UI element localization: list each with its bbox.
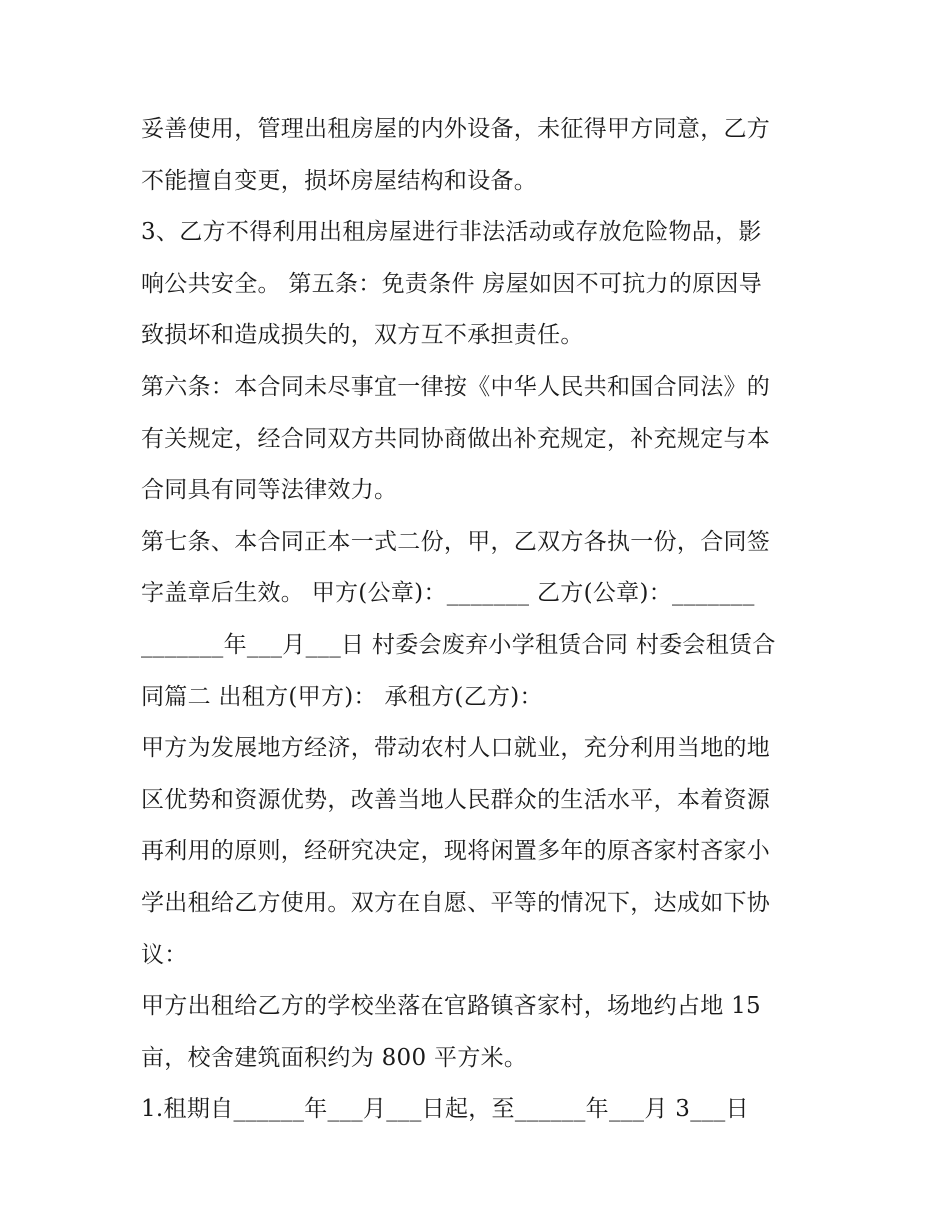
text-line: 甲方为发展地方经济，带动农村人口就业，充分利用当地的地: [141, 735, 771, 762]
text-line: 第七条、本合同正本一式二份，甲，乙双方各执一份，合同签: [141, 528, 771, 555]
text-line: 第六条：本合同未尽事宜一律按《中华人民共和国合同法》的: [141, 373, 771, 400]
text-line: 议：: [141, 941, 188, 968]
contract-body-text: [141, 104, 821, 1136]
text-line: _______年___月___日 村委会废弃小学租赁合同 村委会租赁合: [141, 631, 776, 658]
text-line: 不能擅自变更，损坏房屋结构和设备。: [141, 167, 538, 194]
text-line: 甲方出租给乙方的学校坐落在官路镇吝家村，场地约占地 15: [141, 993, 761, 1020]
text-line: 学出租给乙方使用。双方在自愿、平等的情况下，达成如下协: [141, 889, 771, 916]
text-line: 妥善使用，管理出租房屋的内外设备，未征得甲方同意，乙方: [141, 116, 771, 142]
text-line: 致损坏和造成损失的，双方互不承担责任。: [141, 322, 584, 349]
text-line: 亩，校舍建筑面积约为 800 平方米。: [141, 1044, 528, 1071]
text-line: 合同具有同等法律效力。: [141, 477, 398, 504]
text-line: 响公共安全。 第五条：免责条件 房屋如因不可抗力的原因导: [141, 270, 763, 297]
text-line: 同篇二 出租方(甲方)： 承租方(乙方)：: [141, 683, 543, 710]
text-line: 字盖章后生效。 甲方(公章)：_______ 乙方(公章)：_______: [141, 580, 755, 607]
text-line: 1.租期自______年___月___日起，至______年___月 3___日: [141, 1096, 749, 1123]
text-line: 有关规定，经合同双方共同协商做出补充规定，补充规定与本: [141, 425, 771, 452]
text-line: 再利用的原则，经研究决定，现将闲置多年的原吝家村吝家小: [141, 838, 771, 865]
text-line: 区优势和资源优势，改善当地人民群众的生活水平，本着资源: [141, 786, 771, 813]
text-line: 3、乙方不得利用出租房屋进行非法活动或存放危险物品，影: [141, 219, 762, 246]
